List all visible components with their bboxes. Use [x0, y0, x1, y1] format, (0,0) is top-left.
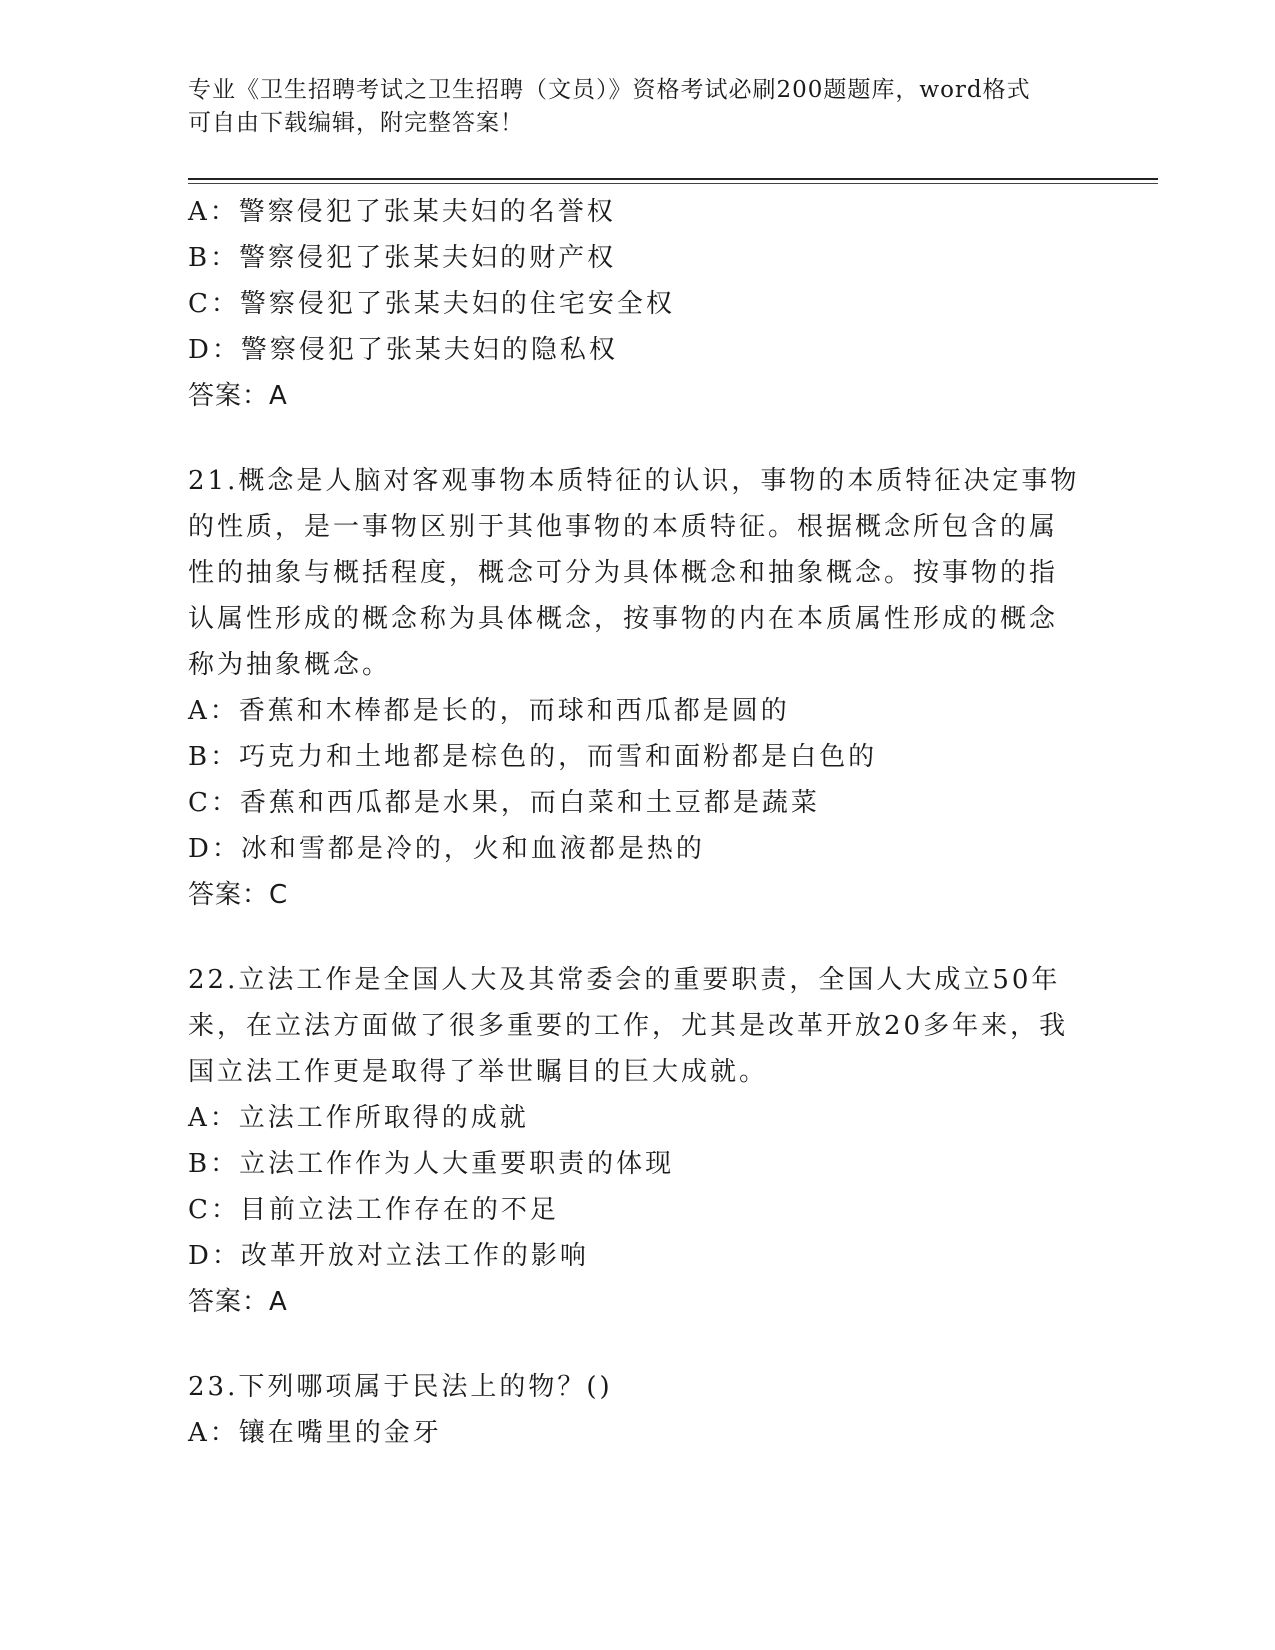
header-line-2: 可自由下载编辑，附完整答案！ [188, 110, 524, 136]
option-c: C：警察侵犯了张某夫妇的住宅安全权 [188, 289, 675, 319]
option-a: A：警察侵犯了张某夫妇的名誉权 [188, 197, 616, 227]
question-stem-line: 23.下列哪项属于民法上的物？() [188, 1372, 613, 1402]
question-list [188, 189, 1078, 1456]
option-b: B：立法工作作为人大重要职责的体现 [188, 1149, 675, 1179]
option-d: D：改革开放对立法工作的影响 [188, 1241, 589, 1271]
question-23 [188, 1364, 1078, 1456]
question-spacer [188, 918, 1078, 957]
question-spacer [188, 1325, 1078, 1364]
header-divider-thin [188, 183, 1158, 184]
question-20 [188, 189, 1078, 419]
header-divider [188, 178, 1158, 180]
question-stem-line: 认属性形成的概念称为具体概念，按事物的内在本质属性形成的概念 [188, 604, 1059, 634]
option-a: A：香蕉和木棒都是长的，而球和西瓜都是圆的 [188, 696, 790, 726]
option-b: B：警察侵犯了张某夫妇的财产权 [188, 243, 617, 273]
option-d: D：冰和雪都是冷的，火和血液都是热的 [188, 834, 705, 864]
question-stem-line: 21.概念是人脑对客观事物本质特征的认识，事物的本质特征决定事物 [188, 466, 1080, 496]
option-d: D：警察侵犯了张某夫妇的隐私权 [188, 335, 618, 365]
question-stem-line: 22.立法工作是全国人大及其常委会的重要职责，全国人大成立50年 [188, 965, 1061, 995]
question-stem-line: 来，在立法方面做了很多重要的工作，尤其是改革开放20多年来，我 [188, 1011, 1069, 1041]
answer: 答案：A [188, 1287, 288, 1317]
question-21 [188, 458, 1078, 918]
document-header [188, 74, 1068, 140]
question-spacer [188, 419, 1078, 458]
option-a: A：立法工作所取得的成就 [188, 1103, 529, 1133]
question-22 [188, 957, 1078, 1325]
answer: 答案：A [188, 381, 288, 411]
question-stem-line: 称为抽象概念。 [188, 650, 392, 680]
question-stem-line: 的性质，是一事物区别于其他事物的本质特征。根据概念所包含的属 [188, 512, 1059, 542]
question-stem-line: 国立法工作更是取得了举世瞩目的巨大成就。 [188, 1057, 769, 1087]
option-a: A：镶在嘴里的金牙 [188, 1418, 442, 1448]
option-b: B：巧克力和土地都是棕色的，而雪和面粉都是白色的 [188, 742, 878, 772]
question-stem-line: 性的抽象与概括程度，概念可分为具体概念和抽象概念。按事物的指 [188, 558, 1059, 588]
option-c: C：目前立法工作存在的不足 [188, 1195, 559, 1225]
header-line-1: 专业《卫生招聘考试之卫生招聘（文员）》资格考试必刷200题题库，word格式 [188, 77, 1031, 103]
answer: 答案：C [188, 880, 289, 910]
option-c: C：香蕉和西瓜都是水果，而白菜和土豆都是蔬菜 [188, 788, 820, 818]
